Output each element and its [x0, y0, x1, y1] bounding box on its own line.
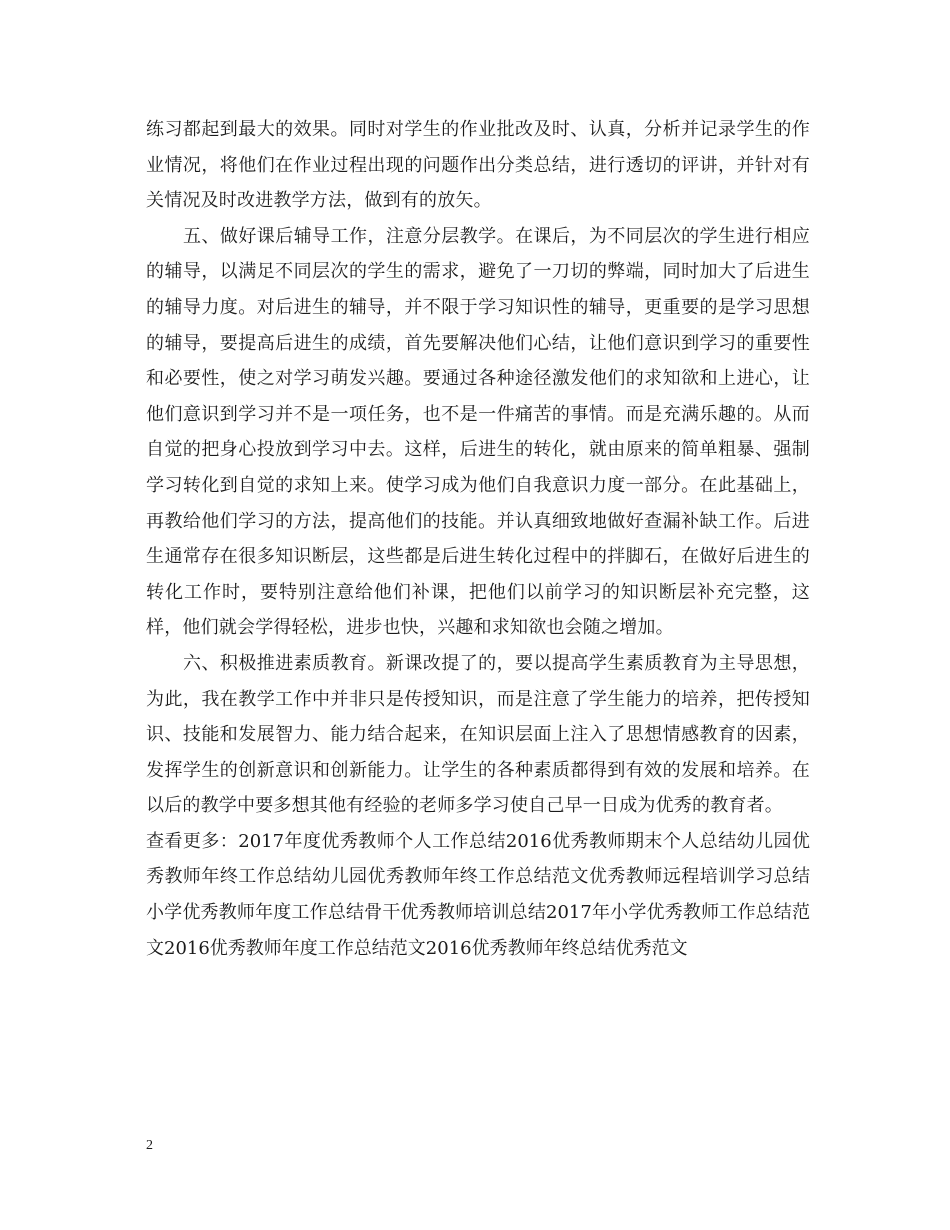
paragraph-section-five: 五、做好课后辅导工作，注意分层教学。在课后，为不同层次的学生进行相应的辅导，以满足不同层次的学生的需求，避免了一刀切的弊端，同时加大了后进生的辅导力度。对后进生的辅导，并不限于学习知识性的辅导，更重要的是学习思想的辅导，要提高后进生的成绩，首先要解决他们心结，让他们意识到学习的重要性和必要性，使之对学习萌发兴趣。要通过各种途径激发他们的求知欲和上进心，让他们意识到学习并不是一项任务，也不是一件痛苦的事情。而是充满乐趣的。从而自觉的把身心投放到学习中去。这样，后进生的转化，就由原来的简单粗暴、强制学习转化到自觉的求知上来。使学习成为他们自我意识力度一部分。在此基础上，再教给他们学习的方法，提高他们的技能。并认真细致地做好查漏补缺工作。后进生通常存在很多知识断层，这些都是后进生转化过程中的拌脚石，在做好后进生的转化工作时，要特别注意给他们补课，把他们以前学习的知识断层补充完整，这样，他们就会学得轻松，进步也快，兴趣和求知欲也会随之增加。 [146, 225, 810, 639]
page-number: 2 [146, 1138, 153, 1153]
document-body [146, 112, 810, 966]
see-more-links[interactable]: 查看更多：2017年度优秀教师个人工作总结2016优秀教师期末个人总结幼儿园优秀教师年终工作总结幼儿园优秀教师年终工作总结范文优秀教师远程培训学习总结小学优秀教师年度工作总结骨干优秀教师培训总结2017年小学优秀教师工作总结范文2016优秀教师年度工作总结范文2016优秀教师年终总结优秀范文 [146, 830, 810, 959]
paragraph-continuation: 练习都起到最大的效果。同时对学生的作业批改及时、认真，分析并记录学生的作业情况，将他们在作业过程出现的问题作出分类总结，进行透切的评讲，并针对有关情况及时改进教学方法，做到有的放矢。 [146, 119, 810, 212]
paragraph-section-six: 六、积极推进素质教育。新课改提了的，要以提高学生素质教育为主导思想，为此，我在教学工作中并非只是传授知识，而是注意了学生能力的培养，把传授知识、技能和发展智力、能力结合起来，在知识层面上注入了思想情感教育的因素，发挥学生的创新意识和创新能力。让学生的各种素质都得到有效的发展和培养。在以后的教学中要多想其他有经验的老师多学习使自己早一日成为优秀的教育者。 [146, 652, 810, 817]
